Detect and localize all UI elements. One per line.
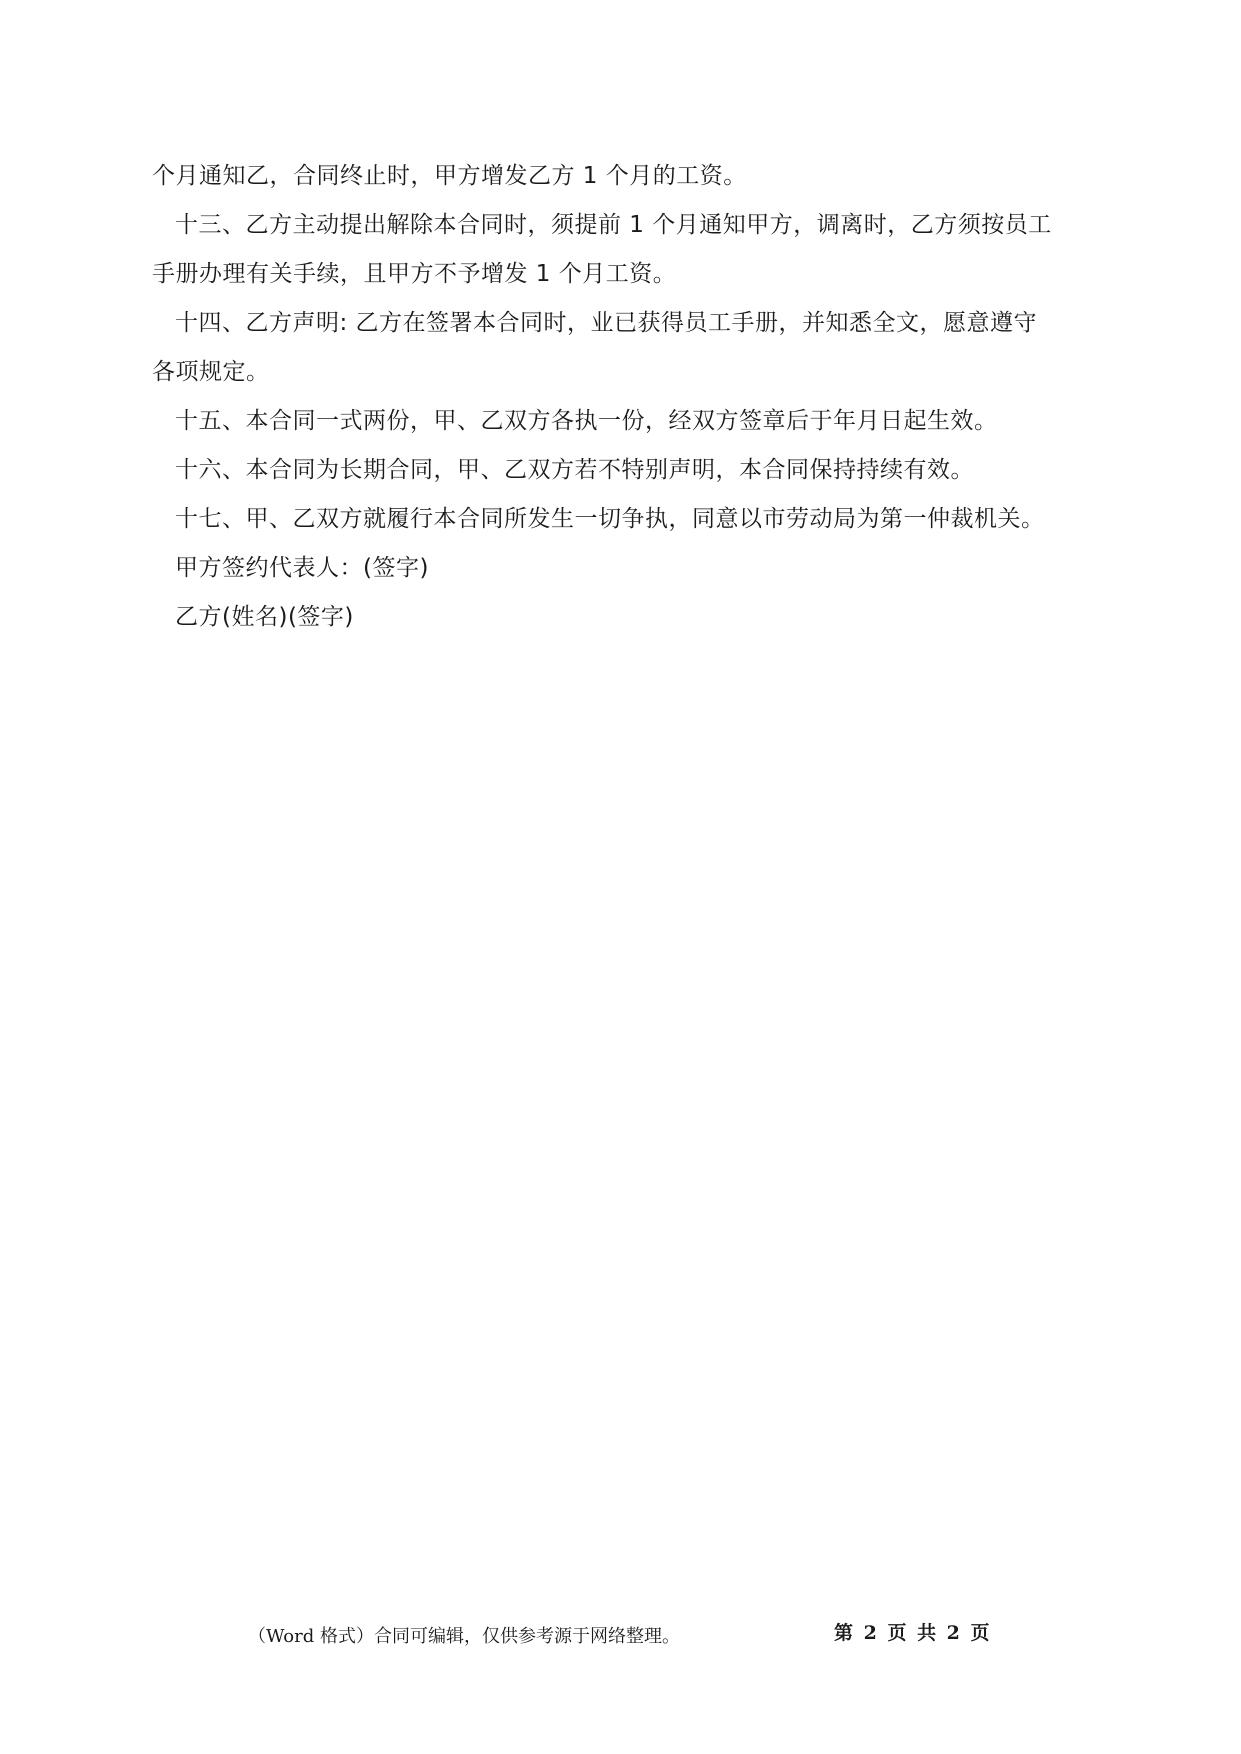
page-number: 第 2 页 共 2 页 [834,1622,990,1644]
clause-16: 十六、本合同为长期合同，甲、乙双方若不特别声明，本合同保持持续有效。 [175,457,974,483]
clause-13-line-1: 十三、乙方主动提出解除本合同时，须提前 1 个月通知甲方，调离时，乙方须按员工 [175,212,1052,238]
clause-13-line-2: 手册办理有关手续，且甲方不予增发 1 个月工资。 [152,261,677,287]
footer-note: （Word 格式）合同可编辑，仅供参考源于网络整理。 [248,1626,680,1647]
contract-body [152,152,1122,642]
party-a-signature-line: 甲方签约代表人：(签字) [175,555,429,581]
clause-14-line-1: 十四、乙方声明: 乙方在签署本合同时，业已获得员工手册，并知悉全文，愿意遵守 [175,310,1038,336]
contract-line: 个月通知乙，合同终止时，甲方增发乙方 1 个月的工资。 [152,163,747,189]
clause-14-line-2: 各项规定。 [152,359,270,385]
clause-17: 十七、甲、乙双方就履行本合同所发生一切争执，同意以市劳动局为第一仲裁机关。 [175,506,1045,532]
party-b-signature-line: 乙方(姓名)(签字) [175,604,354,630]
clause-15: 十五、本合同一式两份，甲、乙双方各执一份，经双方签章后于年月日起生效。 [175,408,998,434]
